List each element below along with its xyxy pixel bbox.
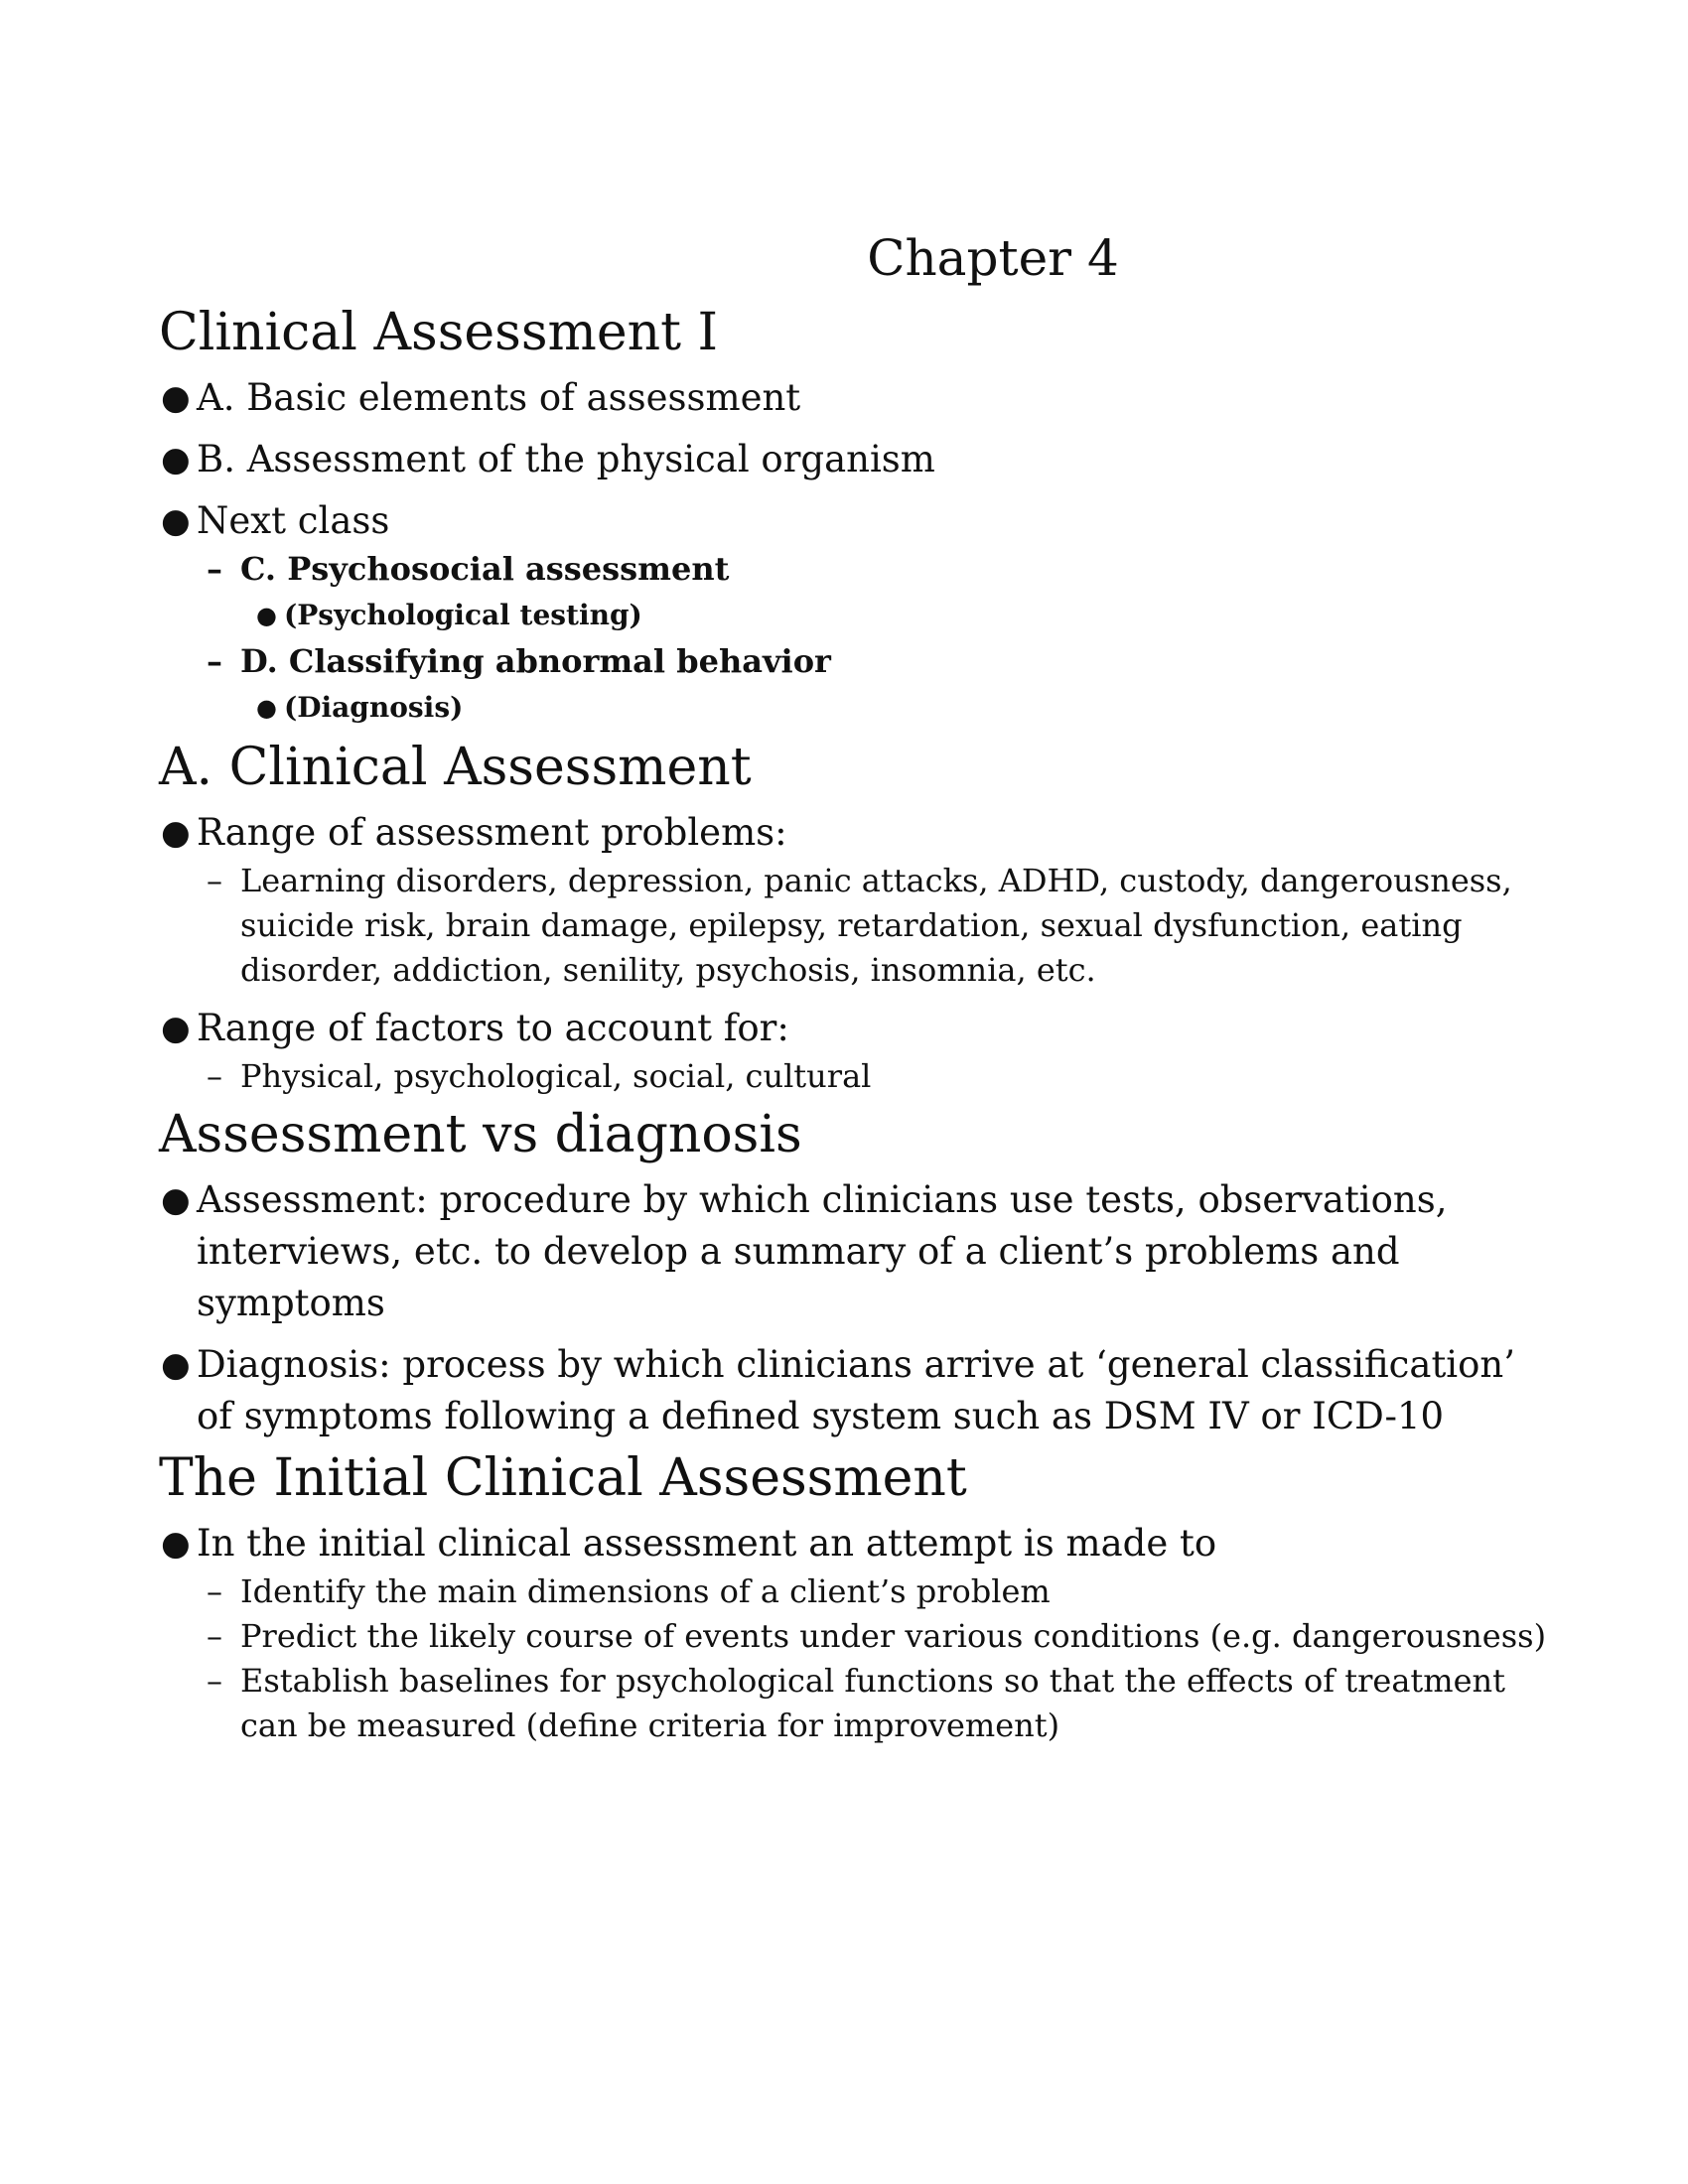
document-content [159, 301, 1549, 1758]
bullet-icon: ● [161, 1009, 191, 1048]
sub-list-item [159, 639, 1549, 732]
list-item [159, 1339, 1549, 1442]
bullet-icon: ● [161, 440, 191, 479]
sub-list-item-text: Learning disorders, depression, panic attacks, ADHD, custody, dangerousness, suicide risk, brain damage, epilepsy, retardation, sexual dysfunction, eating disorder, addiction, senility, psychosis, insomnia, etc. [240, 862, 1512, 989]
list-item [159, 1518, 1549, 1748]
bullet-icon: ● [256, 601, 277, 629]
bullet-icon: ● [161, 501, 191, 541]
dash-icon: – [207, 642, 222, 680]
sub-list [197, 859, 1549, 993]
chapter-title [0, 228, 1688, 288]
dash-icon: – [207, 862, 222, 899]
section-clinical-assessment-i [159, 301, 1549, 732]
dash-icon: – [207, 1617, 222, 1655]
sub-list-item [159, 859, 1549, 993]
list-item-text: B. Assessment of the physical organism [197, 438, 935, 480]
bullet-list [159, 807, 1549, 1099]
sub-list-item-text: Predict the likely course of events under various conditions (e.g. dangerousness) [240, 1617, 1547, 1655]
section-assessment-vs-diagnosis [159, 1103, 1549, 1442]
list-item-text: Range of assessment problems: [197, 811, 787, 854]
sub-sub-list-item-text: (Diagnosis) [284, 691, 464, 724]
sub-sub-list [240, 592, 1549, 639]
bullet-icon: ● [256, 693, 277, 722]
section-heading: A. Clinical Assessment [159, 738, 752, 797]
bullet-icon: ● [161, 1345, 191, 1385]
bullet-list [159, 1518, 1549, 1748]
dash-icon: – [207, 1662, 222, 1700]
bullet-icon: ● [161, 1524, 191, 1564]
sub-list-item-text: Physical, psychological, social, cultural [240, 1057, 872, 1095]
sub-sub-list-item-text: (Psychological testing) [284, 599, 642, 631]
sub-list [197, 1054, 1549, 1099]
dash-icon: – [207, 550, 222, 588]
list-item-text: Range of factors to account for: [197, 1007, 789, 1049]
section-heading: Clinical Assessment I [159, 303, 719, 362]
bullet-icon: ● [161, 1180, 191, 1220]
sub-list-item-text: Identify the main dimensions of a client’s problem [240, 1572, 1051, 1610]
sub-list-item [159, 1659, 1549, 1748]
bullet-icon: ● [161, 813, 191, 853]
sub-list-item [159, 1570, 1549, 1614]
section-a-clinical-assessment [159, 736, 1549, 1099]
dash-icon: – [207, 1572, 222, 1610]
sub-list [197, 1570, 1549, 1748]
bullet-list [159, 372, 1549, 732]
section-initial-clinical-assessment [159, 1446, 1549, 1748]
sub-list-item-text: Establish baselines for psychological functions so that the effects of treatment can be measured (define criteria for improvement) [240, 1662, 1505, 1744]
sub-list [197, 547, 1549, 732]
bullet-icon: ● [161, 378, 191, 418]
list-item-text: In the initial clinical assessment an attempt is made to [197, 1522, 1217, 1565]
list-item [159, 1003, 1549, 1099]
chapter-title-text: Chapter 4 [867, 229, 1119, 287]
sub-list-item [159, 1054, 1549, 1099]
dash-icon: – [207, 1057, 222, 1095]
list-item-text: A. Basic elements of assessment [197, 376, 801, 419]
sub-list-item-text: C. Psychosocial assessment [240, 550, 730, 588]
sub-sub-list-item [159, 592, 1549, 639]
section-heading: Assessment vs diagnosis [159, 1105, 802, 1164]
list-item [159, 807, 1549, 993]
section-heading: The Initial Clinical Assessment [159, 1448, 967, 1508]
sub-list-item [159, 547, 1549, 639]
list-item [159, 1174, 1549, 1329]
sub-list-item [159, 1614, 1549, 1659]
list-item-text: Assessment: procedure by which clinicians use tests, observations, interviews, etc. to develop a summary of a client’s problems and symptoms [197, 1178, 1448, 1324]
list-item [159, 495, 1549, 732]
list-item-text: Diagnosis: process by which clinicians arrive at ‘general classification’ of symptoms following a defined system such as DSM IV or ICD-10 [197, 1343, 1516, 1437]
bullet-list [159, 1174, 1549, 1442]
list-item [159, 434, 1549, 485]
list-item-text: Next class [197, 499, 390, 542]
list-item [159, 372, 1549, 424]
sub-list-item-text: D. Classifying abnormal behavior [240, 642, 831, 680]
sub-sub-list-item [159, 684, 1549, 732]
sub-sub-list [240, 684, 1549, 732]
